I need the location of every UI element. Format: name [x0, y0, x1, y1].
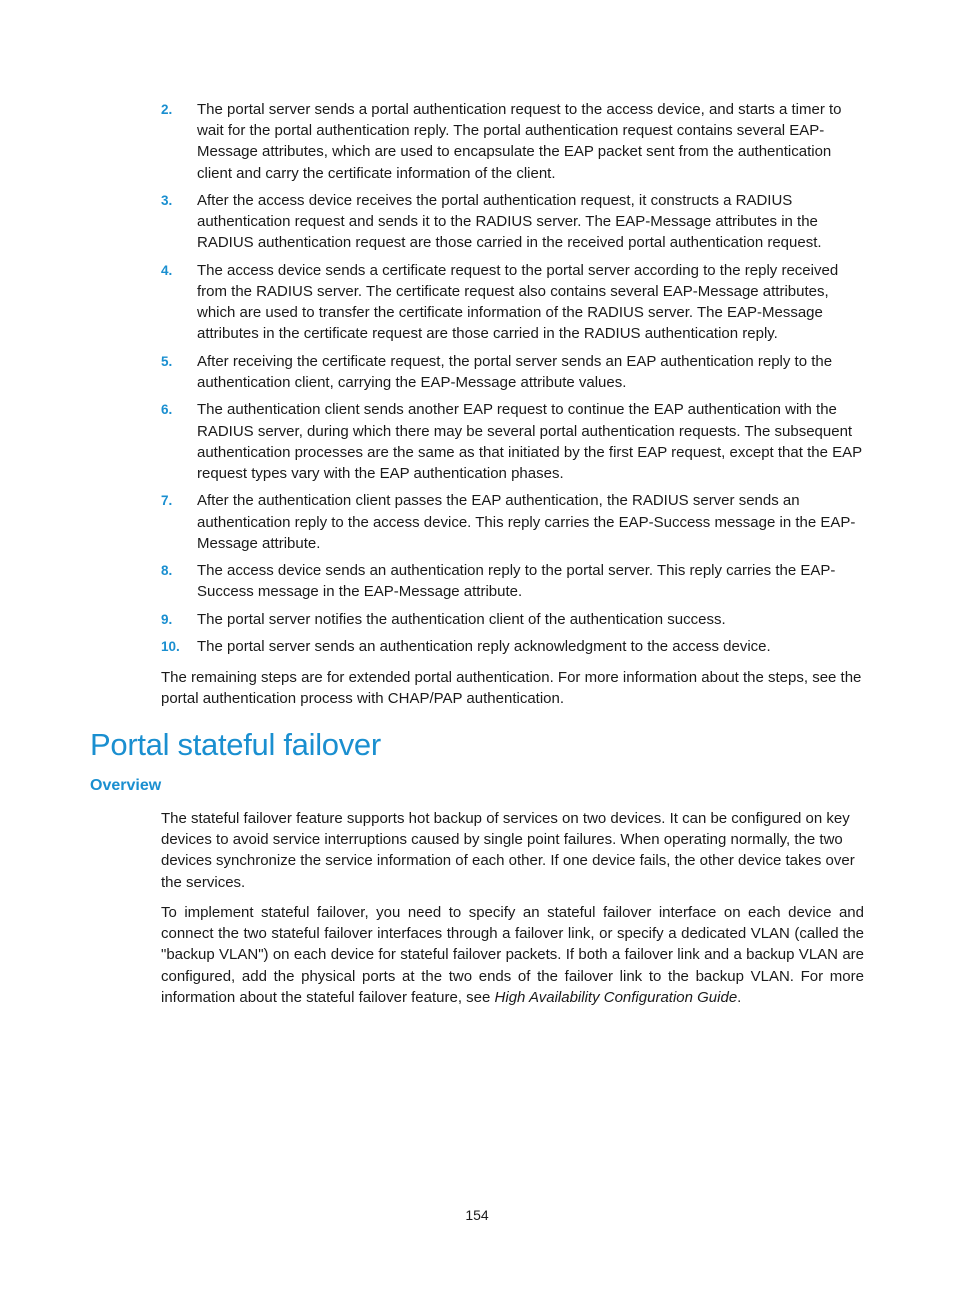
- step-text: The portal server notifies the authentication client of the authentication success.: [197, 610, 726, 628]
- step-text: The portal server sends a portal authentication request to the access device, and starts a timer to wait for the portal authentication reply. The portal authentication request contains several EAP-Message attributes, which are used to encapsulate the EAP packet sent from the authentication client and carry the certificate information of the client.: [197, 101, 842, 182]
- subsection-title: Overview: [90, 777, 162, 794]
- overview-paragraph-2: [161, 902, 864, 1008]
- step-text: The access device sends an authentication reply to the portal server. This reply carries the EAP-Success message in the EAP-Message attribute.: [197, 562, 836, 601]
- step-text: After the access device receives the portal authentication request, it constructs a RADIUS authentication request and sends it to the RADIUS server. The EAP-Message attributes in the RADIUS authentication request are those carried in the received portal authentication request.: [197, 192, 822, 252]
- step-number: 8.: [161, 563, 173, 579]
- step-number: 10.: [161, 639, 180, 655]
- step-text: The access device sends a certificate request to the portal server according to the reply received from the RADIUS server. The certificate request also contains several EAP-Message attributes, which are used to transfer the certificate information of the RADIUS server. The EAP-Message attributes in the certificate request are those carried in the RADIUS authentication reply.: [197, 261, 839, 343]
- step-number: 7.: [161, 493, 173, 509]
- overview-paragraph-1: The stateful failover feature supports hot backup of services on two devices. It can be configured on key devices to avoid service interruptions caused by single point failures. When operating normally, the two devices synchronize the service information of each other. If one device fails, the other device takes over the services.: [161, 810, 855, 891]
- step-number: 2.: [161, 102, 173, 117]
- list-item: [161, 609, 867, 630]
- step-number: 3.: [161, 193, 173, 208]
- step-number: 4.: [161, 262, 173, 278]
- remaining-steps-paragraph: The remaining steps are for extended portal authentication. For more information about the steps, see the portal authentication process with CHAP/PAP authentication.: [161, 669, 862, 708]
- list-item: [161, 351, 867, 393]
- step-text: After the authentication client passes the EAP authentication, the RADIUS server sends an authentication reply to the access device. This reply carries the EAP-Success message in the EAP-Message attribute.: [197, 492, 856, 552]
- section-title: Portal stateful failover: [90, 727, 381, 762]
- page-number: 154: [465, 1207, 489, 1223]
- list-item: [161, 190, 867, 254]
- list-item: [161, 99, 867, 184]
- procedure-steps-list: [161, 99, 867, 664]
- step-number: 6.: [161, 402, 173, 418]
- list-item: [161, 560, 867, 602]
- list-item: [161, 399, 867, 484]
- overview-paragraph-2-end: .: [737, 988, 742, 1006]
- list-item: [161, 490, 867, 554]
- step-text: The portal server sends an authentication reply acknowledgment to the access device.: [197, 638, 771, 656]
- step-text: After receiving the certificate request, the portal server sends an EAP authentication reply to the authentication client, carrying the EAP-Message attribute values.: [197, 352, 833, 391]
- list-item: [161, 636, 867, 657]
- step-number: 9.: [161, 611, 173, 627]
- step-number: 5.: [161, 353, 173, 369]
- guide-reference: High Availability Configuration Guide: [494, 988, 738, 1006]
- step-text: The authentication client sends another EAP request to continue the EAP authentication with the RADIUS server, during which there may be several portal authentication requests. The subsequent authentication processes are the same as that initiated by the first EAP request, except that the EAP request types vary with the EAP authentication phases.: [197, 401, 862, 482]
- overview-paragraph-2-text: To implement stateful failover, you need to specify an stateful failover interface on each device and connect the two stateful failover interfaces through a failover link, or specify a dedicated VLAN (called the "backup VLAN") on each device for stateful failover packets. If both a failover link and a backup VLAN are configured, add the physical ports at the two ends of the failover link to the backup VLAN. For more information about the stateful failover feature, see: [161, 904, 864, 1006]
- list-item: [161, 260, 867, 345]
